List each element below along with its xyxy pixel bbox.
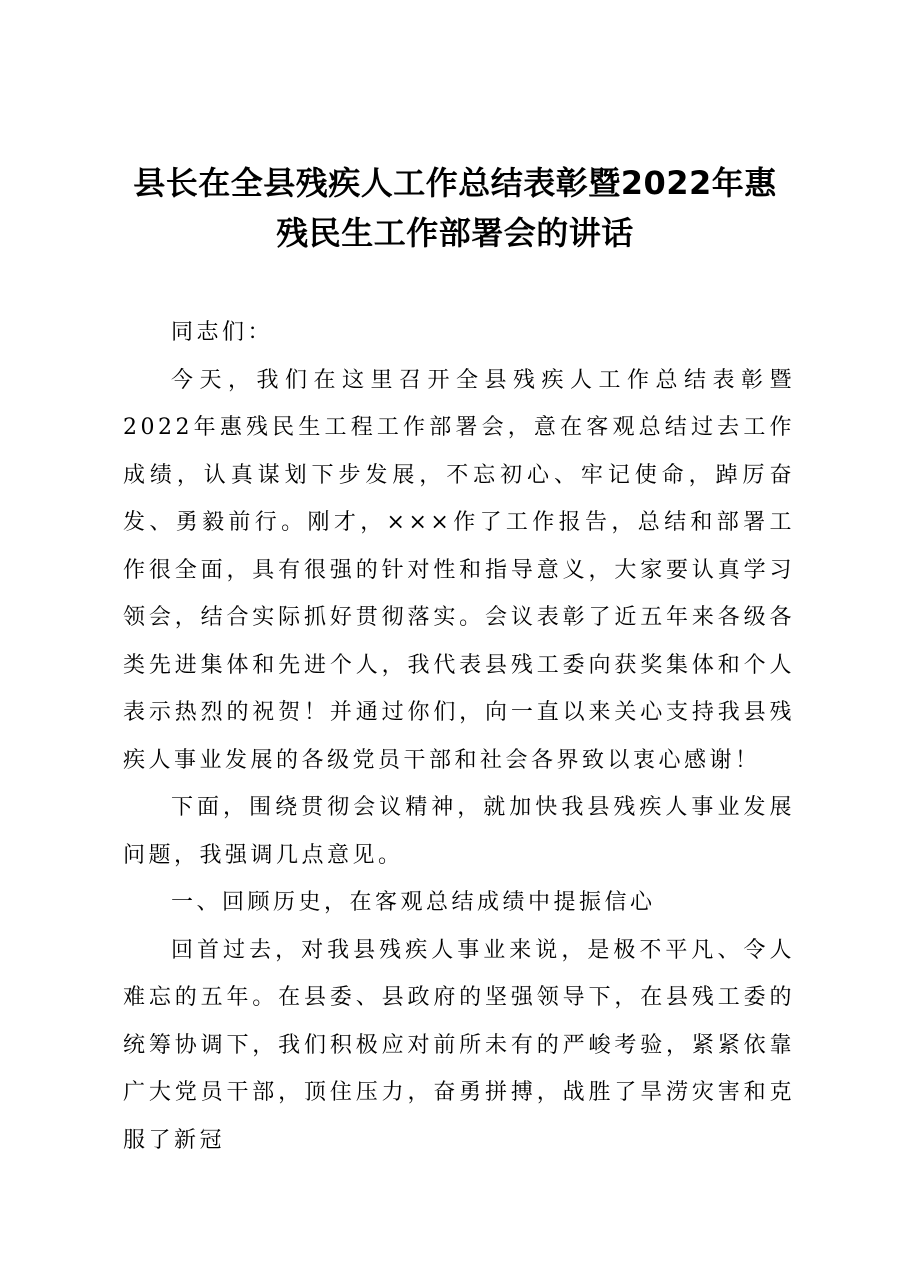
salutation: 同志们： bbox=[171, 320, 274, 345]
document-body bbox=[123, 309, 795, 1164]
section-heading-1: 一、回顾历史，在客观总结成绩中提振信心 bbox=[171, 890, 656, 915]
paragraph-opening: 今天，我们在这里召开全县残疾人工作总结表彰暨2022年惠残民生工程工作部署会，意在客观总结过去工作成绩，认真谋划下步发展，不忘初心、牢记使命，踔厉奋发、勇毅前行。刚才，×××作了工作报告，总结和部署工作很全面，具有很强的针对性和指导意义，大家要认真学习领会，结合实际抓好贯彻落实。会议表彰了近五年来各级各类先进集体和先进个人，我代表县残工委向获奖集体和个人表示热烈的祝贺！并通过你们，向一直以来关心支持我县残疾人事业发展的各级党员干部和社会各界致以衷心感谢！ bbox=[123, 367, 795, 773]
paragraph-review: 回首过去，对我县残疾人事业来说，是极不平凡、令人难忘的五年。在县委、县政府的坚强领导下，在县残工委的统筹协调下，我们积极应对前所未有的严峻考验，紧紧依靠广大党员干部，顶住压力，奋勇拼搏，战胜了旱涝灾害和克服了新冠 bbox=[123, 937, 795, 1153]
document-title bbox=[110, 158, 800, 258]
title-line-2: 残民生工作部署会的讲话 bbox=[276, 214, 634, 252]
title-line-1: 县长在全县残疾人工作总结表彰暨2022年惠 bbox=[133, 164, 777, 202]
paragraph-intro: 下面，围绕贯彻会议精神，就加快我县残疾人事业发展问题，我强调几点意见。 bbox=[123, 795, 795, 868]
